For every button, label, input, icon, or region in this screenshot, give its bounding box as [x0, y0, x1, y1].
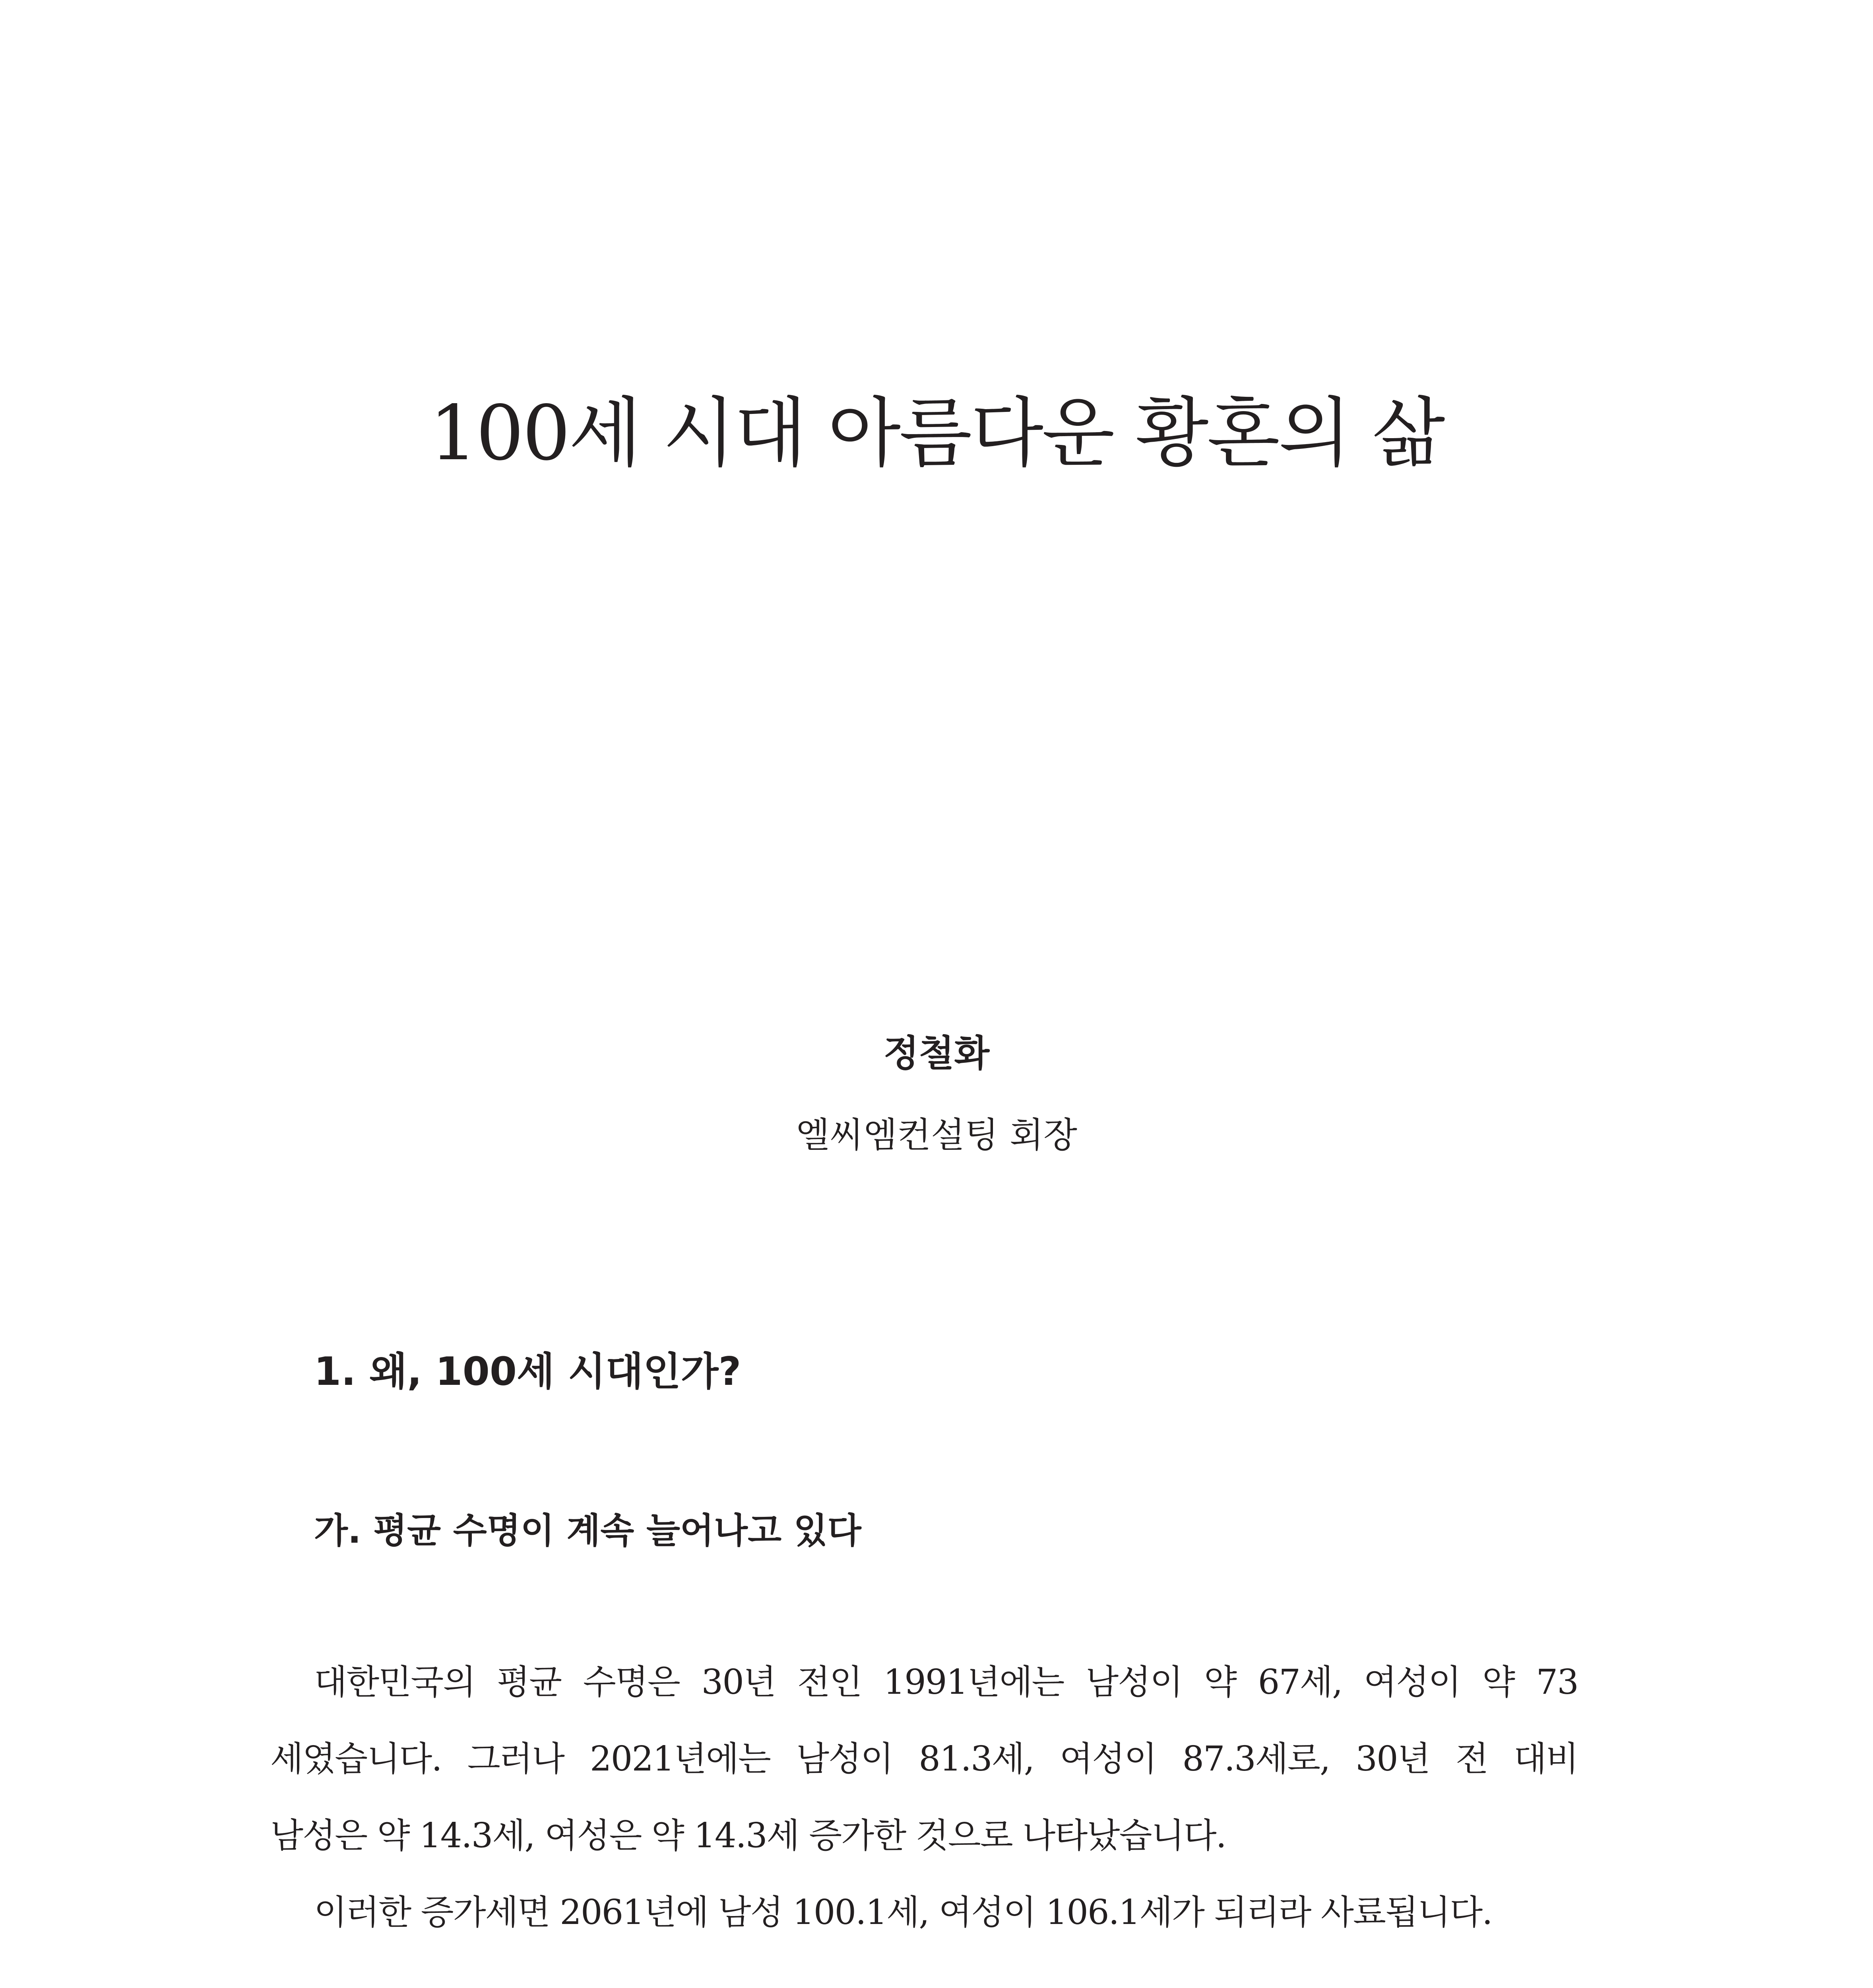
subsection-a-paragraph	[270, 1644, 1578, 1951]
paragraph-line: 남성은 약 14.3세, 여성은 약 14.3세 증가한 것으로 나타났습니다.	[270, 1816, 1226, 1856]
section-1-heading: 1. 왜, 100세 시대인가?	[314, 1349, 741, 1394]
paragraph-line: 세였습니다. 그러나 2021년에는 남성이 81.3세, 여성이 87.3세로, 30년 전 대비	[270, 1739, 1578, 1779]
paragraph-line: 대한민국의 평균 수명은 30년 전인 1991년에는 남성이 약 67세, 여성이 약 73	[314, 1662, 1578, 1702]
paragraph-line: 이러한 증가세면 2061년에 남성 100.1세, 여성이 106.1세가 되리라 사료됩니다.	[314, 1893, 1492, 1932]
author-name: 정철화	[883, 1032, 990, 1075]
page-title: 100세 시대 아름다운 황혼의 삶	[429, 389, 1444, 477]
subsection-a-heading: 가. 평균 수명이 계속 늘어나고 있다	[314, 1510, 861, 1551]
author-affiliation: 엘씨엠컨설팅 회장	[795, 1114, 1078, 1155]
